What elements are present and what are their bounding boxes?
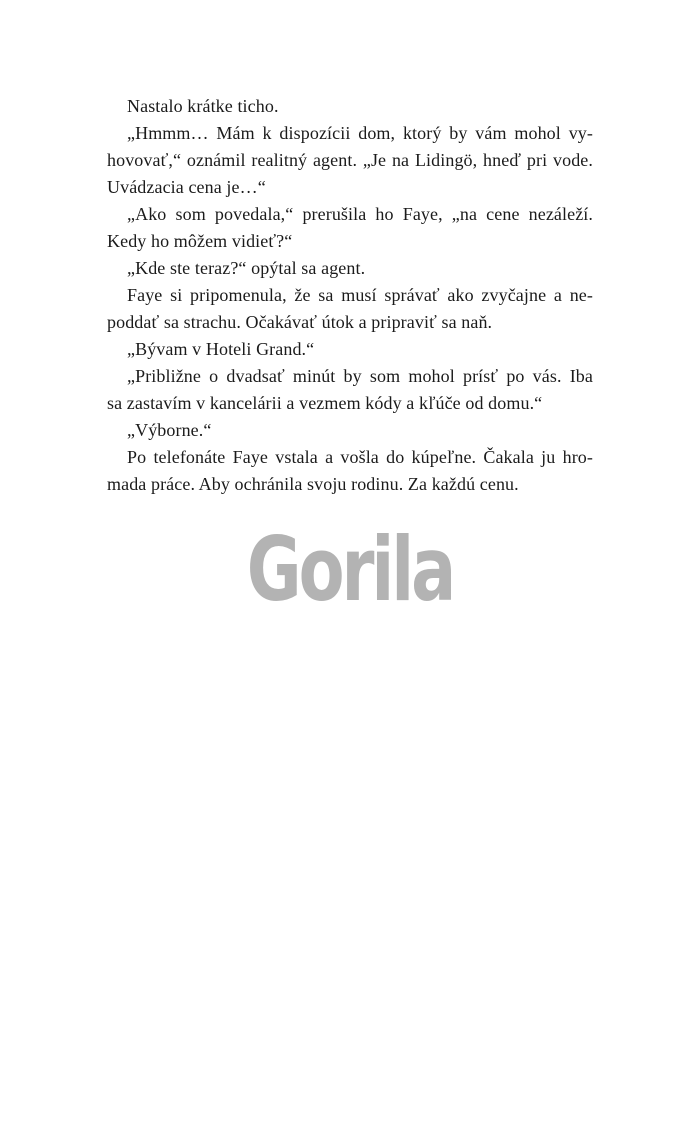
text-line: Kedy ho môžem vidieť?“ [107, 231, 293, 251]
text-line: sa zastavím v kancelárii a vezmem kódy a kľúče od domu.“ [107, 393, 543, 413]
text-line: Uvádzacia cena je…“ [107, 177, 266, 197]
text-line: „Hmmm… Mám k dispozícii dom, ktorý by vám mohol vy- [127, 123, 593, 143]
text-line: Po telefonáte Faye vstala a vošla do kúpeľne. Čakala ju hro- [127, 447, 593, 467]
text-line: „Ako som povedala,“ prerušila ho Faye, „na cene nezáleží. [127, 204, 593, 224]
text-line: „Približne o dvadsať minút by som mohol prísť po vás. Iba [127, 366, 593, 386]
text-line: „Výborne.“ [127, 420, 212, 440]
text-line: poddať sa strachu. Očakávať útok a pripraviť sa naň. [107, 312, 493, 332]
text-line: hovovať,“ oznámil realitný agent. „Je na Lidingö, hneď pri vode. [107, 150, 593, 170]
text-line: Faye si pripomenula, že sa musí správať ako zvyčajne a ne- [127, 285, 593, 305]
text-line: „Bývam v Hoteli Grand.“ [127, 339, 315, 359]
gorila-watermark-logo: Gorila [246, 518, 454, 621]
page-text [107, 93, 593, 498]
text-line: „Kde ste teraz?“ opýtal sa agent. [127, 258, 366, 278]
text-line: Nastalo krátke ticho. [127, 96, 279, 116]
text-line: mada práce. Aby ochránila svoju rodinu. Za každú cenu. [107, 474, 519, 494]
